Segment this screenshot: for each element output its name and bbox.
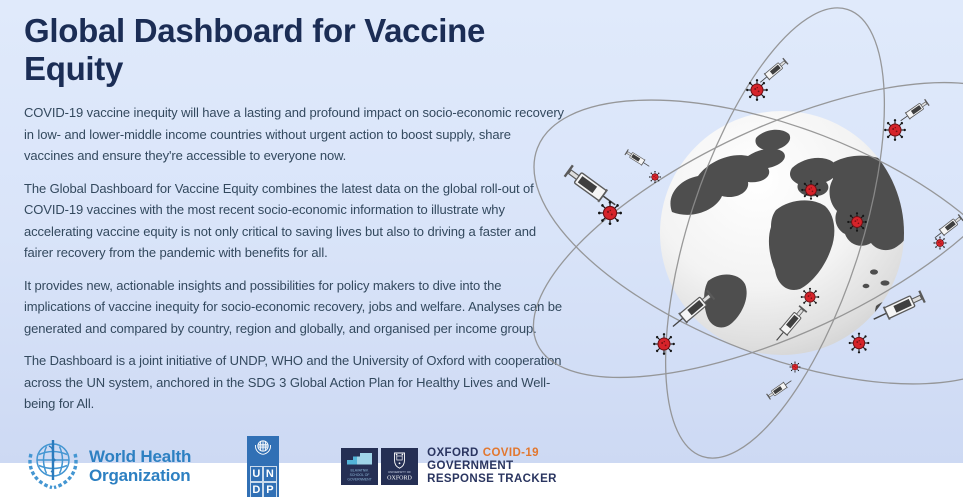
un-emblem-icon — [251, 436, 275, 465]
virus-icon — [847, 212, 867, 232]
who-emblem-icon — [24, 435, 82, 498]
globe-sphere — [660, 111, 904, 355]
syringe-icon — [766, 378, 793, 400]
virus-icons — [598, 79, 947, 372]
virus-icon — [849, 333, 870, 354]
undp-letter-d: D — [250, 482, 264, 498]
syringe-icon — [898, 99, 929, 124]
syringe-icon — [625, 149, 651, 169]
partner-logos-row — [24, 435, 564, 498]
undp-letter-p: P — [263, 482, 277, 498]
undp-letters — [250, 466, 277, 498]
who-name-line2: Organization — [89, 466, 191, 486]
virus-icon — [649, 171, 661, 183]
orbit-paths — [494, 0, 963, 483]
blavatnik-school-icon — [341, 448, 378, 485]
oxford-caption-line1: UNIVERSITY OF — [388, 469, 412, 474]
oxford-crest-icon — [381, 448, 418, 485]
oxford-tracker-line2: GOVERNMENT — [427, 459, 514, 472]
syringe-icon — [757, 58, 788, 86]
syringe-icon — [772, 305, 807, 343]
hero-content — [24, 12, 564, 498]
globe-landmasses — [670, 130, 910, 333]
intro-paragraph-4: The Dashboard is a joint initiative of UNDP, WHO and the University of Oxford with cooperation across the UN system, anchored in the SDG 3 Global Action Plan for Healthy Lives and Well-being for All. — [24, 353, 562, 412]
oxford-tracker-line3: RESPONSE TRACKER — [427, 472, 557, 485]
globe-illustration — [560, 0, 963, 463]
undp-letter-n: N — [263, 466, 277, 482]
virus-icon — [746, 79, 768, 101]
intro-paragraph-3: It provides new, actionable insights and possibilities for policy makers to dive into the implications of vaccine inequity for socio-economic recovery, jobs and welfare. Analyses can be generated and compared by country, region and globally, and organised per income group. — [24, 277, 562, 336]
oxford-tracker-line1 — [427, 447, 557, 460]
virus-icon — [598, 201, 622, 225]
syringe-icons — [564, 58, 963, 400]
virus-icon — [653, 333, 675, 355]
who-logo[interactable] — [24, 435, 191, 498]
blavatnik-caption-line2: SCHOOL OF — [349, 472, 370, 477]
who-name-line1: World Health — [89, 447, 192, 467]
covid19-word: COVID-19 — [482, 446, 539, 459]
syringe-icon — [669, 290, 715, 332]
who-logo-text — [89, 447, 191, 485]
syringe-icon — [871, 290, 925, 325]
virus-icon — [801, 180, 821, 200]
virus-icon — [933, 236, 946, 249]
oxford-tracker-text — [427, 447, 557, 486]
intro-paragraph-2: The Global Dashboard for Vaccine Equity combines the latest data on the global roll-out of COVID-19 vaccines with the most recent socio-economic information to illustrate why accelerating vaccine equity is not only critical to saving lives but also to driving a faster and fairer recovery from the pandemic with benefits for all. — [24, 180, 537, 261]
blavatnik-caption-line3: GOVERNMENT — [347, 477, 372, 482]
oxford-caption-line2: OXFORD — [387, 475, 412, 482]
virus-icon — [884, 119, 906, 141]
undp-logo[interactable] — [247, 436, 279, 497]
virus-icon — [790, 362, 801, 373]
oxford-word: OXFORD — [427, 446, 479, 459]
oxford-tracker-logo[interactable] — [341, 447, 557, 486]
intro-paragraph-1: COVID-19 vaccine inequity will have a lasting and profound impact on socio-economic recovery in low- and lower-middle income countries without urgent action to boost supply, share vaccines and ensure they're accessible to everyone now. — [24, 105, 564, 164]
blavatnik-caption-line1: BLAVATNIK — [350, 468, 369, 473]
page-title: Global Dashboard for Vaccine Equity — [24, 12, 486, 87]
syringe-icon — [564, 165, 619, 211]
virus-icon — [801, 288, 820, 307]
syringe-icon — [932, 214, 963, 241]
globe-with-virus-orbits-icon — [560, 0, 963, 463]
undp-letter-u: U — [250, 466, 264, 482]
